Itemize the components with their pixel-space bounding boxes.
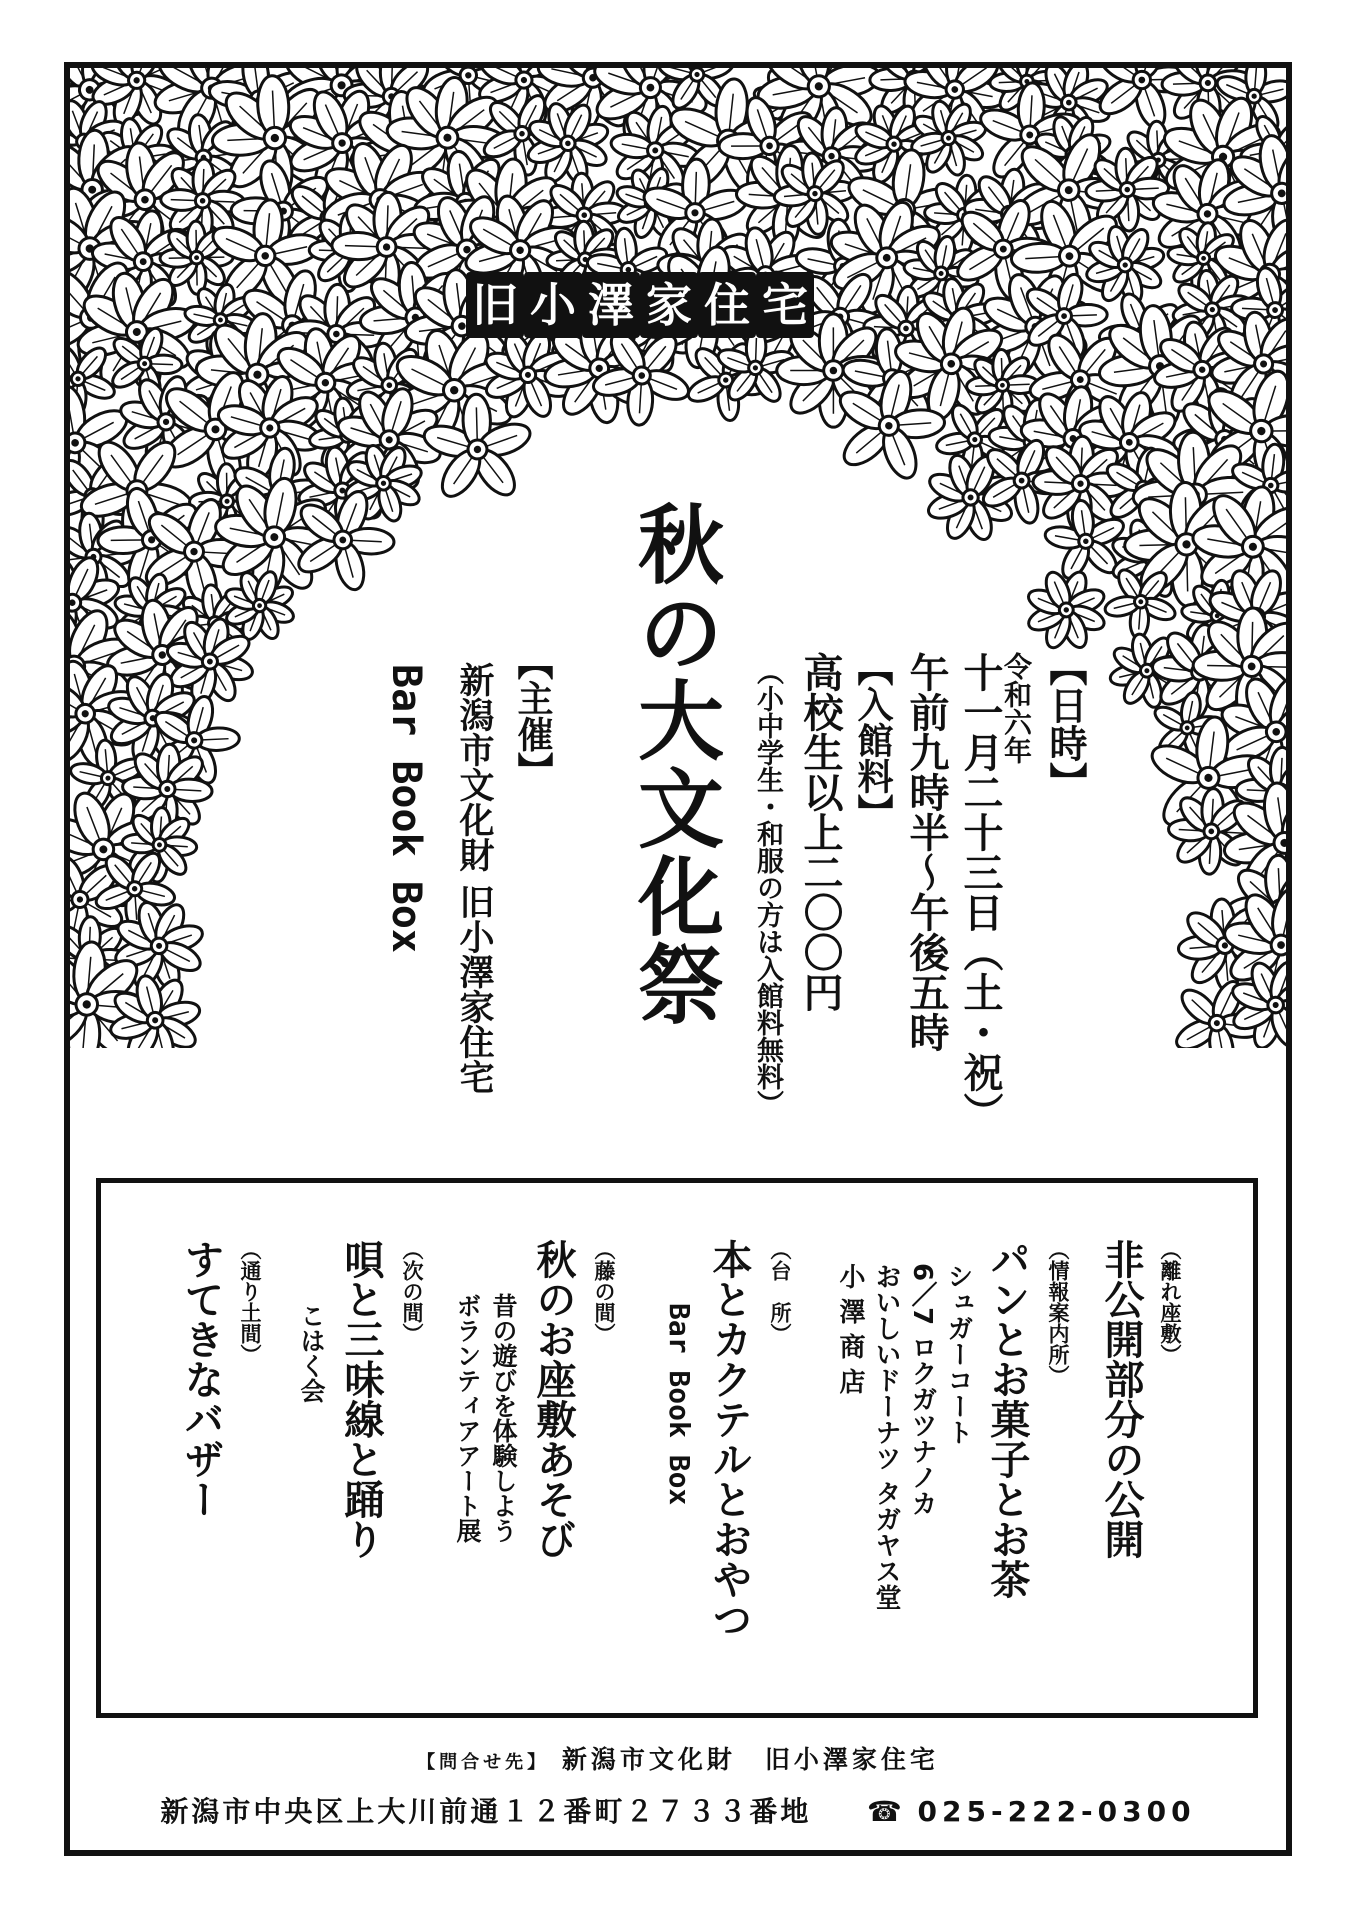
- event-detail: 6／7 ロクガツナノカ: [907, 1263, 937, 1517]
- event-title: 非公開部分の公開: [1098, 1239, 1144, 1559]
- venue-badge-char: 家: [640, 272, 698, 338]
- event-place: （通り土間）: [238, 1239, 262, 1365]
- era-year: 令和六年: [1000, 652, 1033, 764]
- event-place: （台 所）: [768, 1239, 792, 1344]
- phone-icon: ☎: [866, 1795, 905, 1828]
- venue-badge-char: 旧: [466, 272, 524, 338]
- host-bar-name: Bar Book Box: [383, 664, 429, 953]
- event-place: （次の間）: [400, 1239, 424, 1344]
- fee-label: 【入館料】: [852, 650, 893, 830]
- venue-badge-char: 小: [524, 272, 582, 338]
- phone-number: 025-222-0300: [917, 1795, 1196, 1828]
- event-detail: 昔の遊びを体験しよう: [489, 1293, 518, 1543]
- venue-badge: [466, 266, 814, 344]
- venue-badge-char: 澤: [582, 272, 640, 338]
- event-place: （情報案内所）: [1046, 1239, 1070, 1386]
- events-box: [96, 1178, 1258, 1718]
- contact-name: 新潟市文化財 旧小澤家住宅: [561, 1745, 939, 1774]
- page-title: 秋の大文化祭: [623, 500, 723, 1028]
- event-detail: 小 澤 商 店: [835, 1263, 865, 1395]
- contact-line: [70, 1740, 1286, 1776]
- admission-fee-note: （小中学生・和服の方は入館料無料）: [752, 658, 783, 1117]
- host-name: 新潟市文化財 旧小澤家住宅: [454, 662, 494, 1095]
- address: 新潟市中央区上大川前通１２番町２７３３番地: [160, 1795, 812, 1828]
- event-detail: ボランティアアート展: [453, 1293, 482, 1543]
- event-detail: おいしいドーナツ タガヤス堂: [871, 1263, 901, 1611]
- event-detail: こはく会: [297, 1303, 326, 1403]
- host-label: 【主催】: [512, 644, 553, 788]
- event-place: （藤の間）: [592, 1239, 616, 1344]
- date-label: 【日時】: [1043, 648, 1087, 800]
- venue-badge-char: 宅: [756, 272, 814, 338]
- address-line: [70, 1790, 1286, 1830]
- event-detail: Bar Book Box: [663, 1303, 696, 1506]
- event-title: すてきなバザー: [178, 1239, 224, 1519]
- poster-frame: [64, 62, 1292, 1856]
- event-title: パンとお菓子とお茶: [984, 1239, 1030, 1599]
- event-detail: シュガーコート: [943, 1263, 973, 1445]
- venue-badge-char: 住: [698, 272, 756, 338]
- contact-label: 【問合せ先】: [417, 1752, 550, 1773]
- event-date: 十一月二十三日（土・祝）: [957, 652, 1003, 1132]
- event-place: （離れ座敷）: [1158, 1239, 1182, 1365]
- event-title: 唄と三味線と踊り: [338, 1239, 384, 1559]
- event-title: 本とカクテルとおやつ: [706, 1239, 752, 1639]
- event-title: 秋のお座敷あそび: [530, 1239, 576, 1559]
- event-time: 午前九時半～午後五時: [903, 652, 949, 1052]
- admission-fee: 高校生以上二〇〇円: [797, 652, 843, 1012]
